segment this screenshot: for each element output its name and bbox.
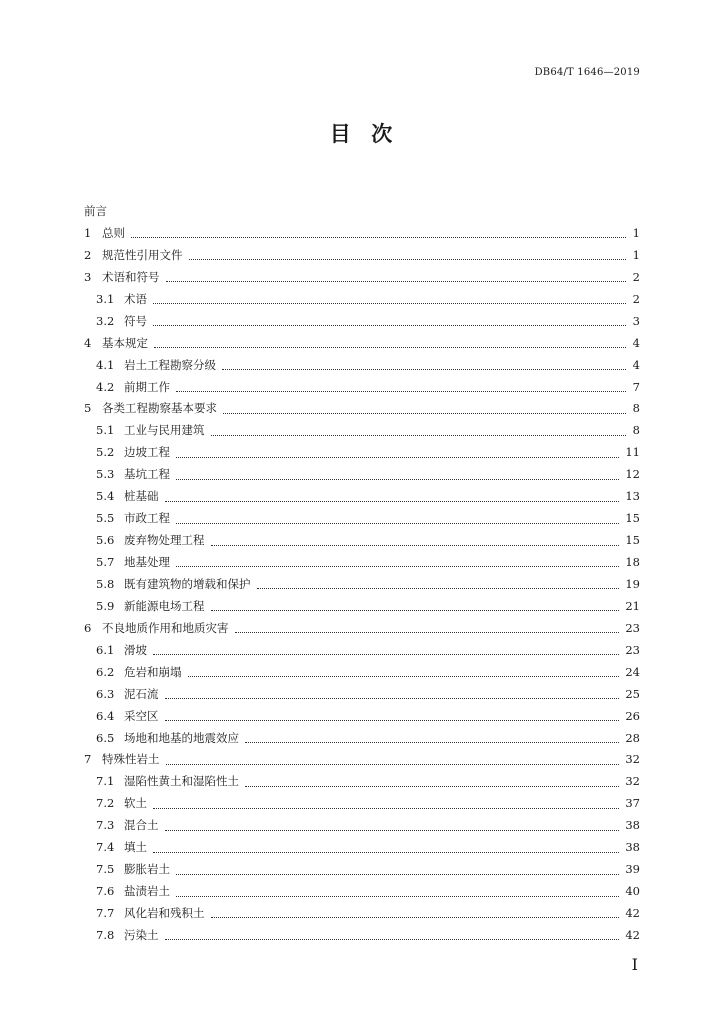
toc-entry-page: 3 — [632, 313, 640, 328]
toc-entry-number: 7.8 — [96, 927, 115, 942]
toc-entry-title: 滑坡 — [124, 642, 147, 657]
toc-entry[interactable] — [84, 817, 640, 839]
toc-entry[interactable] — [84, 576, 640, 598]
toc-entry[interactable] — [84, 861, 640, 883]
toc-entry-number: 6.1 — [96, 642, 115, 657]
toc-entry[interactable] — [84, 883, 640, 905]
dot-leader — [153, 303, 626, 304]
dot-leader — [176, 457, 619, 458]
toc-entry-page: 23 — [625, 620, 640, 635]
dot-leader — [189, 259, 627, 260]
dot-leader — [211, 545, 620, 546]
toc-entry[interactable] — [84, 839, 640, 861]
toc-entry-title: 盐渍岩土 — [124, 884, 170, 899]
dot-leader — [153, 808, 619, 809]
page-number: I — [631, 955, 638, 974]
toc-entry[interactable] — [84, 357, 640, 379]
toc-entry-page: 12 — [625, 467, 640, 482]
dot-leader — [153, 325, 626, 326]
toc-entry[interactable] — [84, 598, 640, 620]
toc-entry-number: 4 — [84, 335, 92, 350]
toc-entry[interactable] — [84, 927, 640, 949]
toc-entry-number: 6.2 — [96, 664, 115, 679]
toc-entry[interactable] — [84, 795, 640, 817]
dot-leader — [222, 369, 626, 370]
toc-entry-title: 填土 — [124, 840, 147, 855]
toc-entry-title: 膨胀岩土 — [124, 862, 170, 877]
toc-entry[interactable] — [84, 203, 640, 225]
toc-entry[interactable] — [84, 444, 640, 466]
toc-entry-number: 7.5 — [96, 862, 115, 877]
toc-entry[interactable] — [84, 708, 640, 730]
dot-leader — [176, 523, 619, 524]
dot-leader — [154, 347, 626, 348]
dot-leader — [245, 742, 619, 743]
toc-entry-title: 边坡工程 — [124, 445, 170, 460]
dot-leader — [165, 720, 620, 721]
toc-entry-number: 7.6 — [96, 884, 115, 899]
toc-entry[interactable] — [84, 532, 640, 554]
toc-entry-number: 5.1 — [96, 423, 115, 438]
toc-entry-number: 3.1 — [96, 291, 115, 306]
toc-entry-page: 19 — [625, 576, 640, 591]
toc-entry[interactable] — [84, 291, 640, 313]
toc-entry-title: 采空区 — [124, 708, 159, 723]
toc-entry[interactable] — [84, 620, 640, 642]
dot-leader — [211, 610, 620, 611]
dot-leader — [176, 479, 619, 480]
dot-leader — [153, 852, 619, 853]
toc-entry-page: 23 — [625, 642, 640, 657]
toc-entry-number: 5.7 — [96, 555, 115, 569]
toc-entry-title: 新能源电场工程 — [124, 598, 205, 613]
document-code: DB64/T 1646—2019 — [534, 67, 640, 78]
toc-entry[interactable] — [84, 664, 640, 686]
toc-entry[interactable] — [84, 269, 640, 291]
toc-entry-title: 前期工作 — [124, 379, 170, 394]
toc-entry-page: 8 — [632, 401, 640, 416]
toc-entry-number: 4.1 — [96, 357, 115, 372]
toc-entry-number: 5.6 — [96, 533, 115, 548]
toc-entry-title: 基坑工程 — [124, 467, 170, 482]
dot-leader — [165, 501, 620, 502]
dot-leader — [166, 281, 627, 282]
toc-entry-number: 5.5 — [96, 511, 115, 526]
toc-entry[interactable] — [84, 466, 640, 488]
toc-entry-title: 风化岩和残积土 — [124, 906, 205, 920]
toc-entry[interactable] — [84, 642, 640, 664]
toc-entry-number: 6 — [84, 620, 92, 635]
dot-leader — [257, 588, 620, 589]
toc-entry-title: 桩基础 — [124, 489, 159, 504]
toc-entry-page: 15 — [625, 533, 640, 548]
dot-leader — [165, 698, 620, 699]
toc-entry-page: 11 — [625, 445, 640, 460]
dot-leader — [176, 566, 619, 567]
toc-entry-page: 1 — [632, 247, 640, 262]
toc-entry-title: 基本规定 — [102, 335, 148, 350]
toc-entry-title: 各类工程勘察基本要求 — [102, 401, 217, 416]
toc-entry[interactable] — [84, 905, 640, 927]
toc-entry-number: 5.4 — [96, 489, 115, 504]
dot-leader — [165, 830, 620, 831]
toc-entry-number: 6.3 — [96, 686, 115, 701]
toc-entry-page: 4 — [632, 335, 640, 350]
toc-entry-page: 39 — [625, 862, 640, 877]
toc-entry-number: 5.2 — [96, 445, 115, 460]
toc-entry[interactable] — [84, 247, 640, 269]
toc-entry-number: 7.4 — [96, 840, 115, 855]
toc-entry-page: 42 — [625, 927, 640, 942]
toc-entry-page: 4 — [632, 357, 640, 372]
toc-entry-number: 1 — [84, 225, 92, 240]
toc-entry-title: 总则 — [102, 225, 125, 240]
toc-entry-number: 5.3 — [96, 467, 115, 482]
toc-entry-title: 前言 — [84, 204, 107, 218]
toc-entry-page: 26 — [625, 708, 640, 723]
toc-entry-page: 24 — [625, 664, 640, 679]
toc-entry-number: 7.7 — [96, 906, 115, 920]
page-title: 目 次 — [329, 122, 395, 146]
dot-leader — [188, 676, 620, 677]
toc-entry-number: 2 — [84, 247, 92, 262]
toc-entry-page: 13 — [625, 489, 640, 504]
toc-entry-page: 2 — [632, 269, 640, 284]
dot-leader — [211, 435, 627, 436]
toc-entry-page: 2 — [632, 291, 640, 306]
toc-entry-title: 混合土 — [124, 818, 159, 833]
toc-entry[interactable] — [84, 751, 640, 773]
toc-entry-number: 4.2 — [96, 379, 115, 394]
toc-entry[interactable] — [84, 379, 640, 401]
toc-entry-number: 5.9 — [96, 598, 115, 613]
toc-entry[interactable] — [84, 313, 640, 335]
toc-entry-number: 5 — [84, 401, 92, 416]
toc-entry-number: 5.8 — [96, 576, 115, 591]
toc-entry-title: 泥石流 — [124, 686, 159, 701]
toc-entry-number: 6.5 — [96, 730, 115, 745]
toc-entry[interactable] — [84, 400, 640, 422]
toc-entry-page: 28 — [625, 730, 640, 745]
toc-entry-number: 3 — [84, 269, 92, 284]
toc-entry-title: 场地和地基的地震效应 — [124, 730, 239, 745]
dot-leader — [131, 237, 626, 238]
dot-leader — [176, 391, 626, 392]
toc-entry[interactable] — [84, 225, 640, 247]
toc-entry-title: 软土 — [124, 796, 147, 811]
toc-entry-page: 37 — [625, 796, 640, 811]
toc-entry-number: 7 — [84, 752, 92, 767]
toc-entry-page: 1 — [632, 225, 640, 240]
toc-entry[interactable] — [84, 510, 640, 532]
dot-leader — [176, 896, 619, 897]
toc-entry-title: 符号 — [124, 313, 147, 328]
toc-entry-page: 7 — [632, 379, 640, 394]
toc-entry-number: 7.2 — [96, 796, 115, 811]
toc-entry-page: 42 — [625, 906, 640, 920]
toc-entry-page: 8 — [632, 423, 640, 438]
dot-leader — [153, 654, 619, 655]
dot-leader — [165, 939, 620, 940]
table-of-contents — [84, 203, 640, 949]
toc-entry-page: 32 — [625, 752, 640, 767]
toc-entry-page: 38 — [625, 818, 640, 833]
dot-leader — [176, 874, 619, 875]
dot-leader — [166, 764, 620, 765]
toc-entry[interactable] — [84, 773, 640, 795]
dot-leader — [211, 917, 620, 918]
toc-entry-title: 术语和符号 — [102, 269, 160, 284]
toc-entry-title: 工业与民用建筑 — [124, 423, 205, 438]
toc-entry-number: 7.1 — [96, 774, 115, 789]
toc-entry-title: 废弃物处理工程 — [124, 533, 205, 548]
toc-entry-page: 38 — [625, 840, 640, 855]
toc-entry-title: 污染土 — [124, 927, 159, 942]
toc-entry-number: 7.3 — [96, 818, 115, 833]
dot-leader — [223, 413, 626, 414]
toc-entry-title: 既有建筑物的增载和保护 — [124, 576, 251, 591]
toc-entry-title: 危岩和崩塌 — [124, 664, 182, 679]
toc-entry[interactable] — [84, 730, 640, 752]
toc-entry-title: 术语 — [124, 291, 147, 306]
toc-entry-number: 6.4 — [96, 708, 115, 723]
toc-entry-title: 岩土工程勘察分级 — [124, 357, 216, 372]
toc-entry[interactable] — [84, 686, 640, 708]
toc-entry-page: 18 — [625, 555, 640, 569]
toc-entry-number: 3.2 — [96, 313, 115, 328]
toc-entry-title: 不良地质作用和地质灾害 — [102, 620, 229, 635]
toc-entry-title: 特殊性岩土 — [102, 752, 160, 767]
toc-entry-page: 32 — [625, 774, 640, 789]
toc-entry-title: 市政工程 — [124, 511, 170, 526]
toc-entry[interactable] — [84, 422, 640, 444]
toc-entry[interactable] — [84, 554, 640, 576]
toc-entry[interactable] — [84, 335, 640, 357]
toc-entry-page: 21 — [625, 598, 640, 613]
dot-leader — [235, 632, 620, 633]
toc-entry-title: 规范性引用文件 — [102, 247, 183, 262]
toc-entry-page: 25 — [625, 686, 640, 701]
toc-entry-title: 地基处理 — [124, 555, 170, 569]
toc-entry-page: 15 — [625, 511, 640, 526]
toc-entry-page: 40 — [625, 884, 640, 899]
dot-leader — [245, 786, 619, 787]
toc-entry[interactable] — [84, 488, 640, 510]
toc-entry-title: 湿陷性黄土和湿陷性土 — [124, 774, 239, 789]
